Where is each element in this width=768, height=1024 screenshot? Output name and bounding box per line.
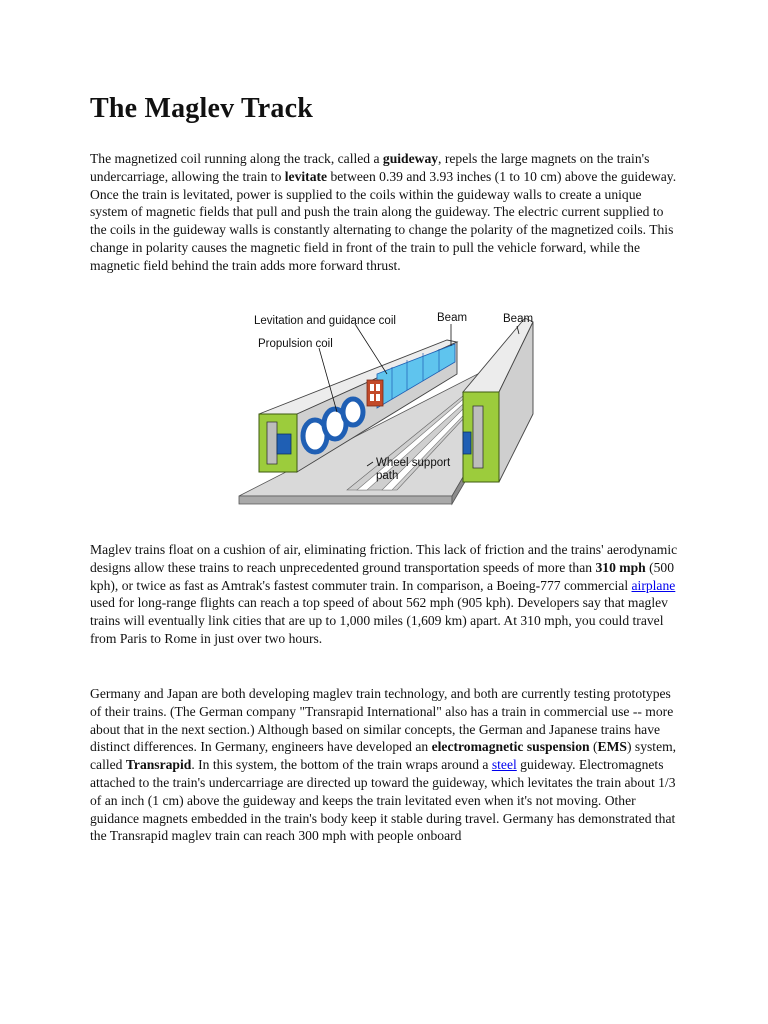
paragraph-speed	[90, 541, 682, 648]
bold-term-speed: 310 mph	[595, 559, 646, 575]
text-run: , repels the large magnets on the train's undercarriage, allowing the train to	[90, 151, 650, 184]
paragraph-guideway	[90, 150, 682, 275]
base-slab-front	[239, 496, 452, 504]
airplane-link[interactable]: airplane	[631, 577, 676, 593]
bold-term-levitate: levitate	[284, 168, 328, 184]
leader-levitation	[355, 324, 387, 374]
label-levitation-coil: Levitation and guidance coil	[254, 315, 396, 327]
paragraph-germany-japan	[90, 685, 682, 845]
bold-term-ems-full: electromagnetic suspension	[431, 739, 590, 755]
text-run: (500 kph), or twice as fast as Amtrak's fastest commuter train. In comparison, a Boeing-777 commercial	[90, 559, 675, 593]
bold-term-ems: EMS	[597, 739, 627, 755]
label-wheel-support: Wheel support	[376, 457, 451, 469]
propulsion-coil-red	[367, 380, 383, 406]
label-wheel-path: path	[376, 470, 399, 482]
text-run: . In this system, the bottom of the train wraps around a	[191, 757, 492, 773]
text-run: The magnetized coil running along the track, called a	[90, 151, 383, 166]
bold-term-guideway: guideway	[382, 151, 439, 166]
text-run: (	[589, 739, 598, 755]
bold-term-transrapid: Transrapid	[125, 757, 192, 773]
text-run: Maglev trains float on a cushion of air, eliminating friction. This lack of friction and the trains' aerodynamic designs allow these trains to reach unprecedented ground transportation speeds of more than	[90, 542, 678, 575]
text-run: used for long-range flights can reach a top speed of about 562 mph (905 kph). Developers say that maglev trains will eventually link cities that are up to 1,000 miles (1,609 km) apart. At 310 mph, you could travel from Paris to Rome in just over two hours.	[90, 595, 668, 646]
label-beam-right: Beam	[503, 313, 534, 325]
text-run: between 0.39 and 3.93 inches (1 to 10 cm) above the guideway. Once the train is levitated, power is supplied to the coils within the guideway walls to create a unique system of magnetic fields that pull and push the train along the guideway. The electric current supplied to the coils in the guideway walls is constantly alternating to change the polarity of the magnetized coils. This change in polarity causes the magnetic field in front of the train to pull the vehicle forward, while the magnetic field behind the train adds more forward thrust.	[90, 168, 677, 273]
page-title: The Maglev Track	[90, 93, 314, 124]
label-beam-left: Beam	[437, 312, 468, 324]
maglev-track-diagram	[237, 304, 537, 506]
steel-link[interactable]: steel	[491, 757, 517, 773]
text-run: ) system, called	[90, 739, 677, 773]
text-run: Germany and Japan are both developing maglev train technology, and both are currently testing prototypes of their trains. (The German company "Transrapid International" also has a train in commercial use -- more about that in the next section.) Although based on similar concepts, the German and Japanese trains have distinct differences. In Germany, engineers have developed an	[90, 686, 674, 755]
track-illustration	[237, 304, 537, 506]
label-propulsion-coil: Propulsion coil	[258, 338, 333, 350]
text-run: guideway. Electromagnets attached to the train's undercarriage are directed up toward the guideway, which levitates the train about 1/3 of an inch (1 cm) above the guideway and keeps the train levitated even when it's not moving. Other guidance magnets embedded in the train's body keep it stable during travel. Germany has demonstrated that the Transrapid maglev train can reach 300 mph with people onboard	[90, 757, 676, 844]
